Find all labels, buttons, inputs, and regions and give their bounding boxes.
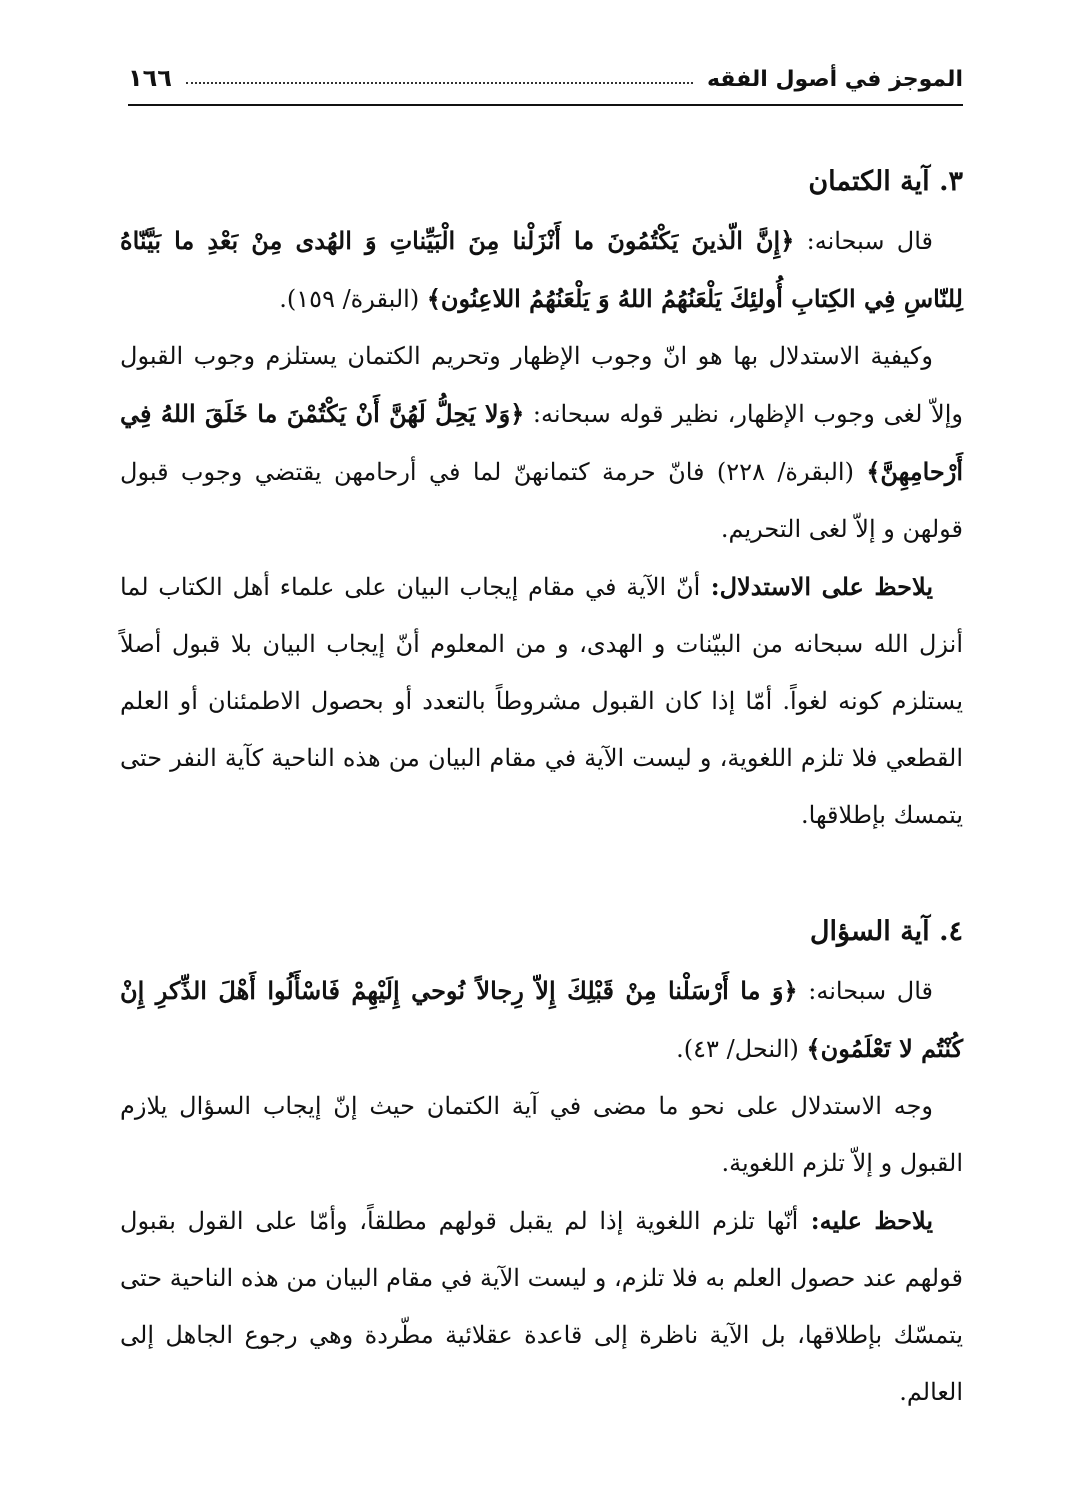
verse-reference: (النحل/ ٤٣). (676, 1035, 807, 1063)
argument-continuation: (البقرة/ ٢٢٨) فانّ حرمة كتمانهنّ لما في أرحامهن يقتضي وجوب قبول قولهن و إلاّ لغى التحريم. (120, 458, 963, 543)
page-body (120, 152, 963, 1421)
header-rule (128, 104, 963, 106)
verse-reference: (البقرة/ ١٥٩). (279, 285, 427, 313)
paragraph-verse-question (120, 962, 963, 1078)
section-title-concealment: ٣. آية الكتمان (808, 166, 963, 197)
section-spacer (120, 844, 963, 902)
objection-lead: يلاحظ على الاستدلال: (700, 572, 934, 601)
quran-verse: ﴿إِنَّ الّذينَ يَكْتُمُونَ ما أَنْزَلْنا مِنَ الْبَيِّناتِ وَ الهُدى مِنْ بَعْدِ ما بَيَّنّاهُ لِلنّاسِ فِي الكِتابِ أُولئِكَ يَلْعَنُهُمُ اللهُ وَ يَلْعَنُهُمُ اللاعِنُون﴾ (120, 226, 963, 313)
leader-dots (186, 81, 693, 84)
objection-text: أنّ الآية في مقام إيجاب البيان على علماء أهل الكتاب لما أنزل الله سبحانه من البيّنات و الهدى، و من المعلوم أنّ إيجاب البيان بلا قبول أصلاً يستلزم كونه لغواً. أمّا إذا كان القبول مشروطاً بالتعدد أو بحصول الاطمئنان أو العلم القطعي فلا تلزم اللغوية، و ليست الآية في مقام البيان من هذه الناحية كآية النفر حتى يتمسك بإطلاقها. (120, 573, 964, 829)
quran-verse: ﴿وَلا يَحِلُّ لَهُنَّ أَنْ يَكْتُمْنَ ما خَلَقَ اللهُ فِي أَرْحامِهِنَّ﴾ (120, 399, 963, 486)
objection-text: أنّها تلزم اللغوية إذا لم يقبل قولهم مطلقاً، وأمّا على القول بقبول قولهم عند حصول العلم به فلا تلزم، و ليست الآية في مقام البيان من هذه الناحية حتى يتمسّك بإطلاقها، بل الآية ناظرة إلى قاعدة عقلائية مطّردة وهي رجوع الجاهل إلى العالم. (120, 1207, 963, 1406)
paragraph-argument (120, 328, 963, 558)
verse-intro: قال سبحانه: (797, 977, 933, 1005)
paragraph-objection (120, 558, 963, 844)
paragraph-objection (120, 1192, 963, 1421)
book-title: الموجز في أصول الفقه (706, 67, 963, 92)
verse-intro: قال سبحانه: (794, 227, 933, 255)
objection-lead: يلاحظ عليه: (798, 1206, 933, 1235)
paragraph-argument (120, 1078, 963, 1192)
argument-text: وكيفية الاستدلال بها هو انّ وجوب الإظهار وتحريم الكتمان يستلزم وجوب القبول وإلاّ لغى وجوب الإظهار، نظير قوله سبحانه: (120, 342, 963, 428)
paragraph-verse-concealment (120, 212, 963, 328)
page-number: ١٦٦ (128, 64, 172, 92)
quran-verse: ﴿وَ ما أَرْسَلْنا مِنْ قَبْلِكَ إِلاّ رِجالاً نُوحي إِلَيْهِمْ فَاسْأَلُوا أَهْلَ الذِّكرِ إِنْ كُنْتُم لا تَعْلَمُون﴾ (120, 976, 963, 1063)
section-title-question: ٤. آية السؤال (809, 916, 963, 947)
running-head (128, 52, 963, 92)
argument-text: وجه الاستدلال على نحو ما مضى في آية الكتمان حيث إنّ إيجاب السؤال يلازم القبول و إلاّ تلزم اللغوية. (120, 1092, 963, 1177)
